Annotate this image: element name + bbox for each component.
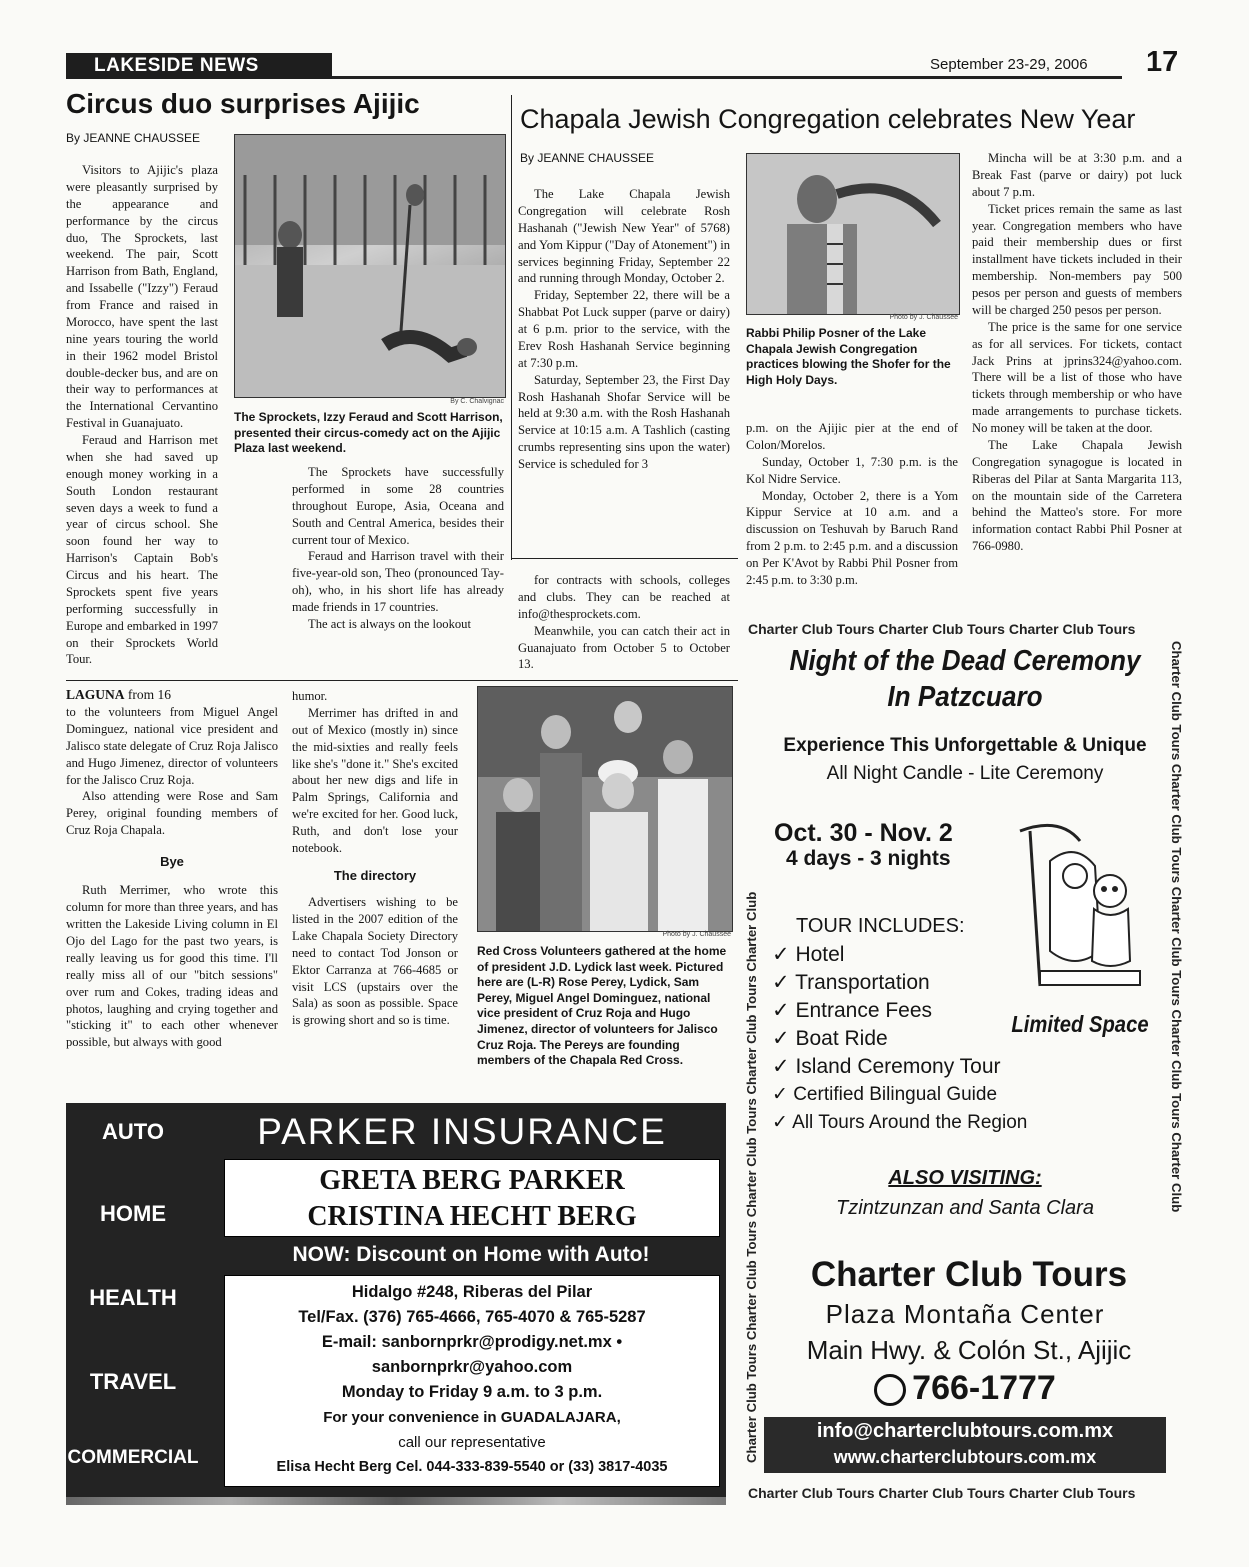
tour-item-label: Entrance Fees — [795, 999, 933, 1022]
section-divider — [66, 680, 738, 681]
jewish-divider — [512, 558, 738, 559]
jewish-paragraph: Friday, September 22, there will be a Shabbat Pot Luck supper (parve or dairy) at 6 p.m. prior to the service, with the Erev Rosh Hashanah Service beginning at 7:30 p.m. — [518, 288, 730, 370]
parker-name-1: GRETA BERG PARKER — [319, 1165, 625, 1196]
jewish-paragraph: Ticket prices remain the same as last year. Congregation members who have paid their membership dues or first installment have tickets included in their membership. Non-members pay 500 pesos per person and guests of members will be charged 250 pesos per person. — [972, 201, 1182, 317]
check-icon: ✓ — [772, 1084, 788, 1105]
circus-paragraph: for contracts with schools, colleges and clubs. They can be reached at info@thesprockets.com. — [518, 573, 730, 621]
circus-paragraph: The act is always on the lookout — [308, 616, 471, 631]
charter-club-ad — [744, 621, 1186, 1503]
rabbi-photo-image — [747, 154, 959, 314]
charter-contact-bar — [764, 1417, 1166, 1473]
tour-item-label: Certified Bilingual Guide — [793, 1084, 998, 1105]
page-number: 17 — [1146, 46, 1179, 78]
issue-date: September 23-29, 2006 — [930, 56, 1088, 73]
parker-side-auto: AUTO — [102, 1119, 164, 1144]
charter-headline-2: In Patzcuaro — [887, 681, 1043, 713]
charter-border-bottom: Charter Club Tours Charter Club Tours Charter Club Tours — [748, 1485, 1136, 1501]
parker-names-box — [224, 1159, 720, 1237]
parker-side-travel: TRAVEL — [89, 1369, 177, 1394]
parker-name-2: CRISTINA HECHT BERG — [307, 1201, 637, 1232]
laguna-jump-line — [66, 686, 278, 704]
parker-hours: Monday to Friday 9 a.m. to 3 p.m. — [341, 1383, 603, 1401]
circus-photo-credit: By C. Chalvignac — [450, 398, 504, 405]
parker-contact-box — [224, 1275, 720, 1487]
circus-byline: By JEANNE CHAUSSEE — [66, 131, 201, 145]
jewish-paragraph: The Lake Chapala Jewish Congregation will celebrate Rosh Hashanah ("Jewish New Year" of 5768) and Yom Kippur ("Day of Atonement") in services beginning Friday, September 22 and running through Monday, October 2. — [518, 187, 730, 286]
jewish-column-1 — [518, 186, 730, 473]
tour-item-label: All Tours Around the Region — [792, 1112, 1028, 1133]
charter-duration: 4 days - 3 nights — [786, 847, 951, 870]
tour-item-label: Transportation — [795, 971, 930, 994]
jewish-paragraph: Saturday, September 23, the First Day Rosh Hashanah Shofar Service will be held at 9:30 a.m. with the Rosh Hashanah Service at 10:15 a.m. A Tashlich (casting crumbs representing sins upon the water) Service is scheduled for 3 — [518, 372, 730, 471]
charter-website[interactable]: www.charterclubtours.com.mx — [833, 1447, 1097, 1467]
parker-ad-bottom-edge — [66, 1497, 726, 1505]
charter-phone-line — [764, 1369, 1166, 1408]
jewish-paragraph: Mincha will be at 3:30 p.m. and a Break Fast (parve or dairy) pot luck about 7 p.m. — [972, 151, 1182, 199]
jewish-paragraph: Monday, October 2, there is a Yom Kippur Service at 10 a.m. and a discussion on Teshuvah by Baruch Rand from 2 p.m. to 2:45 p.m. and a discussion on Per K'Avot by Rabbi Phil Posner from 2:45 p.m. to 3:30 p.m. — [746, 488, 958, 587]
rabbi-photo — [746, 153, 960, 315]
check-icon: ✓ — [772, 999, 790, 1022]
parker-gdl: For your convenience in GUADALAJARA, — [323, 1409, 621, 1426]
charter-dates: Oct. 30 - Nov. 2 — [774, 819, 953, 847]
jewish-paragraph: The price is the same for one service as for all services. For tickets, contact Jack Prins at jprins324@yahoo.com. There will be a list of those who have tickets through membership or who have made arrangements to purchase tickets. No money will be taken at the door. — [972, 319, 1182, 435]
parker-call: call our representative — [398, 1434, 546, 1451]
section-banner: LAKESIDE NEWS — [66, 53, 332, 79]
parker-email-2[interactable]: sanbornprkr@yahoo.com — [371, 1358, 573, 1376]
charter-plaza: Plaza Montaña Center — [825, 1299, 1105, 1329]
jewish-paragraph: The Lake Chapala Jewish Congregation synagogue is located in Riberas del Pilar at Santa Margarita 113, on the mountain side of the Carretera behind the Matteo's store. For more information contact Rabbi Phil Posner at 766-0980. — [972, 437, 1182, 554]
laguna-paragraph: Advertisers wishing to be listed in the 2007 edition of the Lake Chapala Society Directory need to contact Tod Jonson or Ektor Carranza at 766-4685 or visit LCS (upstairs over the Sala) as soon as possible. Space is growing short and so is time. — [292, 895, 458, 1028]
charter-border-left: Charter Club Tours Charter Club Tours Charter Club Tours Charter Club Tours Charter Club — [744, 891, 759, 1463]
charter-headline-1: Night of the Dead Ceremony — [789, 645, 1141, 677]
tour-item-hotel — [772, 941, 1027, 969]
circus-headline: Circus duo surprises Ajijic — [66, 88, 420, 119]
parker-email-1[interactable]: E-mail: sanbornprkr@prodigy.net.mx • — [321, 1333, 623, 1351]
charter-sub-1: Experience This Unforgettable & Unique — [783, 735, 1147, 756]
circus-paragraph: Meanwhile, you can catch their act in Guanajuato from October 5 to October 13. — [518, 623, 730, 672]
tour-item-guide — [772, 1081, 1027, 1109]
limited-space: Limited Space — [1011, 1011, 1149, 1037]
parker-address: Hidalgo #248, Riberas del Pilar — [351, 1283, 593, 1301]
tour-item-label: Island Ceremony Tour — [795, 1055, 1001, 1078]
circus-column-1 — [66, 162, 218, 668]
parker-side-home: HOME — [100, 1201, 166, 1226]
jewish-paragraph: p.m. on the Ajijic pier at the end of Colon/Morelos. — [746, 421, 958, 452]
check-icon: ✓ — [772, 1055, 790, 1078]
parker-insurance-ad — [66, 1103, 726, 1497]
parker-tel: Tel/Fax. (376) 765-4666, 765-4070 & 765-5287 — [298, 1308, 646, 1326]
red-cross-photo-caption: Red Cross Volunteers gathered at the home of president J.D. Lydick last week. Pictured here are (L-R) Rose Perey, Lydick, Sam Perey, Miguel Angel Dominguez, national vice president of Cruz Roja and Hugo Jimenez, director of volunteers for Jalisco Cruz Roja. The Pereys are founding members of the Chapala Red Cross. — [477, 944, 727, 1068]
circus-photo — [234, 134, 506, 398]
also-visiting-heading: ALSO VISITING: — [888, 1167, 1042, 1189]
jewish-column-3 — [972, 150, 1182, 555]
parker-contact — [225, 1280, 719, 1480]
red-cross-photo-image — [478, 687, 732, 931]
laguna-lead: LAGUNA — [66, 687, 125, 702]
phone-icon — [874, 1374, 906, 1406]
circus-paragraph: Feraud and Harrison travel with their five-year-old son, Theo (pronounced Tay-oh), who, in his short life has already made friends in 17 countries. — [292, 549, 504, 614]
parker-title: PARKER INSURANCE — [257, 1111, 667, 1152]
tour-item-island — [772, 1053, 1027, 1081]
laguna-paragraph: Also attending were Rose and Sam Perey, original founding members of Cruz Roja Chapala. — [66, 789, 278, 838]
laguna-column-1 — [66, 686, 278, 1051]
charter-address: Main Hwy. & Colón St., Ajijic — [806, 1335, 1132, 1365]
laguna-paragraph: Ruth Merrimer, who wrote this column for more than three years, and has written the Lakeside Living column in El Ojo del Lago for the past two years, is really leaving us for good this time. I'll really miss all of our "bitch sessions" over rum and Cokes, trading ideas and photos, laughing and crying together and "sticking it" to each other whenever possible, but always with good — [66, 883, 278, 1050]
tour-item-label: Hotel — [795, 943, 845, 966]
parker-side-health: HEALTH — [89, 1285, 177, 1310]
tour-item-label: Boat Ride — [795, 1027, 888, 1050]
check-icon: ✓ — [772, 1027, 790, 1050]
jewish-paragraph: Sunday, October 1, 7:30 p.m. is the Kol Nidre Service. — [746, 454, 958, 486]
circus-photo-image — [235, 135, 505, 397]
jewish-column-2 — [746, 420, 958, 589]
circus-photo-caption: The Sprockets, Izzy Feraud and Scott Harrison, presented their circus-comedy act on the Ajijic Plaza last weekend. — [234, 410, 503, 456]
bye-heading: Bye — [160, 854, 184, 870]
laguna-paragraph: Merrimer has drifted in and out of Mexico (mostly in) since the mid-sixties and really feels like she's "done it." She's excited about her new digs and life in Palm Springs, California and we're excited for her. Good luck, Ruth, and don't lose your notebook. — [292, 705, 458, 855]
laguna-paragraph: humor. — [292, 689, 328, 703]
red-cross-photo-credit: Photo by J. Chaussee — [662, 931, 731, 938]
header-rule — [332, 76, 1122, 79]
charter-sub-2: All Night Candle - Lite Ceremony — [826, 763, 1104, 784]
also-visiting: Tzintzunzan and Santa Clara — [836, 1197, 1094, 1219]
tour-item-transportation — [772, 969, 1027, 997]
circus-paragraph: Visitors to Ajijic's plaza were pleasantly surprised by the appearance and performance by the circus duo, The Sprockets, last weekend. The pair, Scott Harrison from Bath, England, and Issabelle ("Izzy") Feraud from France and raised in Morocco, have spent the last nine years touring the world in their 1962 model Bristol double-decker bus, and are on their way to performances at the International Cervantino Festival in Guanajuato. — [66, 163, 218, 431]
tour-item-boat — [772, 1025, 1027, 1053]
rabbi-photo-caption: Rabbi Philip Posner of the Lake Chapala Jewish Congregation practices blowing the Shofer for the High Holy Days. — [746, 326, 951, 387]
charter-phone: 766-1777 — [912, 1369, 1056, 1407]
parker-discount-banner: NOW: Discount on Home with Auto! — [292, 1243, 650, 1266]
jewish-headline: Chapala Jewish Congregation celebrates New Year — [520, 104, 1136, 134]
red-cross-photo — [477, 686, 733, 932]
parker-cel: Elisa Hecht Berg Cel. 044-333-839-5540 or (33) 3817-4035 — [276, 1459, 668, 1475]
tour-includes-heading: TOUR INCLUDES: — [796, 915, 965, 937]
check-icon: ✓ — [772, 943, 790, 966]
charter-company: Charter Club Tours — [810, 1255, 1128, 1294]
tour-item-region — [772, 1109, 1027, 1137]
laguna-paragraph: to the volunteers from Miguel Angel Dominguez, national vice president and Jalisco state delegate of Cruz Roja Jalisco and Hugo Jimenez, director of volunteers for the Jalisco Cruz Roja. — [66, 705, 278, 787]
laguna-jump: from 16 — [124, 687, 172, 702]
laguna-column-2 — [292, 688, 458, 1029]
tour-includes-list — [772, 941, 1027, 1137]
circus-column-2 — [292, 464, 504, 633]
parker-side-commercial: COMMERCIAL — [67, 1447, 199, 1468]
column-divider — [511, 95, 512, 560]
jewish-byline: By JEANNE CHAUSSEE — [520, 151, 655, 165]
charter-border-right: Charter Club Tours Charter Club Tours Charter Club Tours Charter Club Tours Charter Club — [1169, 641, 1184, 1213]
tour-item-entrance — [772, 997, 1027, 1025]
check-icon: ✓ — [772, 971, 790, 994]
circus-paragraph: Feraud and Harrison met when she had saved up enough money working in a South London restaurant seven days a week to fund a year of circus school. She soon found her way to Harrison's Captain Bob's Circus and his heart. The Sprockets spent five years performing successfully in Europe and embarked in 1997 on their Sprockets World Tour. — [66, 433, 218, 667]
circus-column-3 — [518, 572, 730, 673]
charter-email[interactable]: info@charterclubtours.com.mx — [816, 1420, 1114, 1442]
circus-paragraph: The Sprockets have successfully performed in some 28 countries throughout Europe, Asia, Oceana and South and Central America, besides their current tour of Mexico. — [292, 465, 504, 547]
rabbi-photo-credit: Photo by J. Chaussee — [889, 314, 958, 321]
directory-heading: The directory — [333, 867, 417, 883]
charter-border-top: Charter Club Tours Charter Club Tours Charter Club Tours — [748, 621, 1136, 637]
check-icon: ✓ — [772, 1112, 788, 1133]
